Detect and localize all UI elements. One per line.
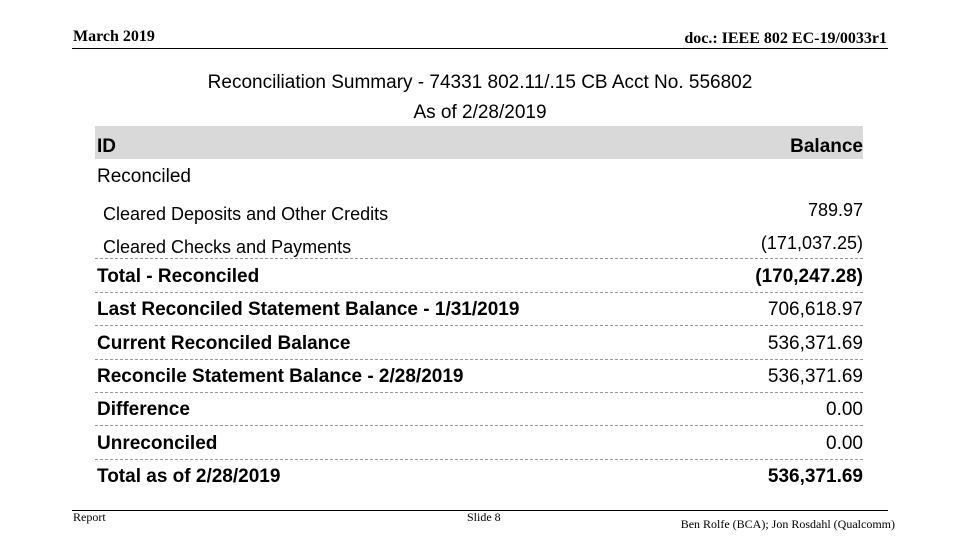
row-label-reconcile-statement: Reconcile Statement Balance - 2/28/2019: [97, 366, 464, 387]
slide-title: Reconciliation Summary - 74331 802.11/.15 CB Acct No. 556802: [207, 72, 753, 93]
column-header-band: [95, 126, 863, 159]
row-label-unreconciled: Unreconciled: [97, 433, 218, 454]
slide-subtitle: As of 2/28/2019: [413, 102, 547, 123]
row-label-last-statement: Last Reconciled Statement Balance - 1/31/2019: [97, 299, 520, 320]
row-value-unreconciled: 0.00: [826, 433, 863, 454]
section-reconciled: Reconciled: [97, 166, 191, 187]
divider: [95, 459, 863, 460]
header-doc-id: doc.: IEEE 802 EC-19/0033r1: [684, 30, 887, 47]
row-value-last-statement: 706,618.97: [767, 299, 863, 320]
row-label-difference: Difference: [97, 399, 190, 420]
row-value-total-asof: 536,371.69: [767, 466, 863, 487]
divider: [95, 425, 863, 426]
column-header-balance: Balance: [790, 136, 863, 157]
column-header-id: ID: [97, 136, 116, 157]
header-date: March 2019: [73, 28, 155, 45]
row-label-current-reconciled: Current Reconciled Balance: [97, 333, 351, 354]
row-value-difference: 0.00: [826, 399, 863, 420]
row-value-deposits: 789.97: [807, 200, 863, 220]
divider: [95, 392, 863, 393]
row-label-total-asof: Total as of 2/28/2019: [97, 466, 281, 487]
row-value-reconcile-statement: 536,371.69: [767, 366, 863, 387]
row-value-checks: (171,037.25): [760, 233, 863, 253]
row-label-total-reconciled: Total - Reconciled: [97, 266, 260, 287]
header-divider: [72, 48, 888, 49]
row-value-total-reconciled: (170,247.28): [755, 266, 863, 287]
footer-authors: Ben Rolfe (BCA); Jon Rosdahl (Qualcomm): [680, 517, 895, 531]
divider: [95, 325, 863, 326]
row-label-deposits: Cleared Deposits and Other Credits: [103, 204, 389, 224]
divider: [95, 292, 863, 293]
footer-slide-number: Slide 8: [467, 510, 501, 524]
row-value-current-reconciled: 536,371.69: [767, 333, 863, 354]
row-label-checks: Cleared Checks and Payments: [103, 237, 352, 257]
divider: [95, 359, 863, 360]
divider: [95, 258, 863, 259]
footer-report: Report: [73, 510, 106, 524]
